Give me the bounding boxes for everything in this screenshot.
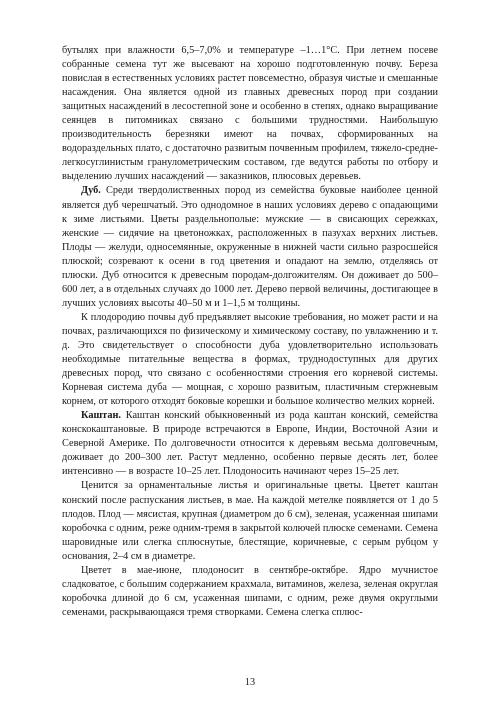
term-oak: Дуб. [81,185,101,197]
paragraph-oak-soil: К плодородию почвы дуб предъявляет высокие требования, но может расти и на почвах, различающихся по физическому и химическому составу, по увлажнению и т. д. Это свидетельствует о способности дуба удовлетворительно использовать необходимые питательные вещества в формах, труднодоступных для других древесных пород, что связано с особенностями строения его корневой системы. Корневая система дуба — мощная, с хорошо развитым, пластичным стержневым корнем, от которого отходят боковые корешки и большое количество мелких корней. [62,311,438,408]
paragraph-chestnut-flowers: Ценится за орнаментальные листья и оригинальные цветы. Цветет каштан конский после распускания листьев, в мае. На каждой метелке появляется от 1 до 5 плодов. Плод — мясистая, крупная (диаметром до 6 см), зеленая, усаженная шипами коробочка с одним, реже одним-тремя в закрытой колючей плюске семенами. Семена шаровидные или слегка сплюснутые, блестящие, коричневые, с серым рубцом у основания, 2–4 см в диаметре. [62,480,438,562]
paragraph-birch-cont: бутылях при влажности 6,5–7,0% и температуре –1…1°C. При летнем посеве собранные семена тут же высевают на хорошо подготовленную почву. Береза повислая в естественных условиях растет повсеместно, образуя чистые и смешанные насаждения. Она является одной из главных древесных пород при создании защитных насаждений в лесостепной зоне и особенно в степях, однако выращивание сеянцев в питомниках связано с большими трудностями. Наибольшую производительность березняки имеют на почвах, сформированных на водораздельных плато, с достаточно развитым почвенным профилем, тяжело-средне-легкосуглинистым гранулометрическим составом, где ведутся работы по отбору и выделению лучших насаждений — заказников, плюсовых деревьев. [62,45,438,183]
term-chestnut: Каштан. [81,410,122,422]
paragraph-chestnut-text: Каштан конский обыкновенный из рода каштан конский, семейства конскокаштановые. В природе встречаются в Европе, Индии, Восточной Азии и Северной Америке. По долговечности относится к деревьям весьма долговечным, доживает до 200–300 лет. Растут медленно, особенно первые десять лет, более интенсивно — в возрасте 10–25 лет. Плодоносить начинают через 15–25 лет. [62,410,438,478]
paragraph-oak [62,184,438,310]
paragraph-chestnut-fruiting: Цветет в мае-июне, плодоносит в сентябре-октябре. Ядро мучнистое сладковатое, с большим содержанием крахмала, витаминов, железа, зеленая округлая коробочка длиной до 6 см, усаженная шипами, с одним, реже двумя округлыми семенами, раскрывающаяся тремя створками. Семена слегка сплюс- [62,564,438,618]
paragraph-oak-text: Среди твердолиственных пород из семейства буковые наиболее ценной является дуб черешчатый. Это однодомное в наших условиях дерево с опадающими к зиме листьями. Цветы раздельнополые: мужские — в свисающих сережках, женские — сидячие на цветоножках, расположенных в пазухах верхних листьев. Плоды — желуди, односемянные, окруженные в нижней части сильно разросшейся плюской; созревают к осени в год цветения и опадают на землю, отделяясь от плюски. Дуб относится к древесным породам-долгожителям. Он доживает до 500–600 лет, а в отдельных случаях до 1000 лет. Дерево первой величины, достигающее в лучших условиях высоты 40–50 м и 1–1,5 м толщины. [62,185,438,309]
paragraph-chestnut [62,409,438,479]
page-number: 13 [244,677,256,688]
